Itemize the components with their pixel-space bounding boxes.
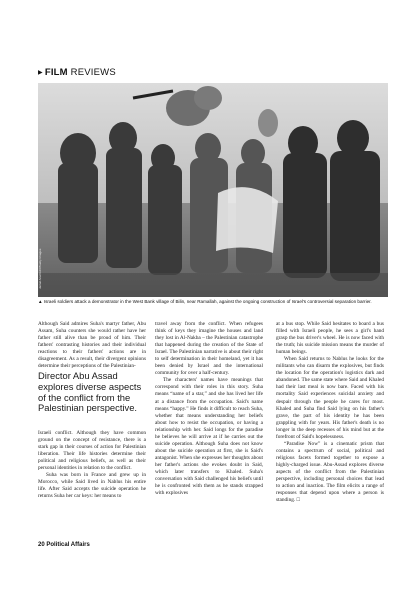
article-photo: [38, 83, 388, 297]
paragraph: Israeli conflict. Although they have common ground on the concept of resistance, there is a stark gap in their courses of action for Palestinian liberation. Their life histories determine their political and religious beliefs, as well as their personal identities in relation to the conflict.: [38, 430, 146, 472]
pull-quote: Director Abu Assad explores diverse aspects of the conflict from the Palestinian perspective.: [38, 370, 142, 414]
paragraph: “Paradise Now” is a cinematic prism that contains a spectrum of social, political and religious facets formed together to expose a highly-charged issue. Abu-Assad explores diverse aspects of the conflict from the Palestinian perspective, including personal choices that lead to action and inaction. The film elicits a range of responses that depend upon where a person is standing. □: [276, 440, 384, 504]
photo-caption: ▲ Israeli soldiers attack a demonstrator in the West Bank village of Bilin, near Ramallah, against the ongoing construction of Israel's controversial separation barrier.: [38, 299, 372, 304]
photo-credit: Jamal Aruri/AFP/Getty Images: [38, 248, 42, 289]
paragraph: travel away from the conflict. When refugees think of keys they imagine the houses and land they lost in Al-Nakba – the Palestinian catastrophe that happened during the creation of the State of Israel. The Palestinian narrative is about their right to self determination in their homeland, yet it has been denied by Israel and the international community for over a half-century.: [155, 321, 263, 377]
column-2: [155, 321, 263, 497]
column-3: [276, 321, 384, 504]
paragraph: Although Said admires Suha's martyr father, Abu Assam, Suha counters she would rather have her father still alive than be proud of him. Their fathers' contrasting histories and their individual reactions to their fathers' actions are in disagreement. As a result, their divergent opinions determine their perceptions of the Palestinian-: [38, 321, 146, 370]
paragraph: The characters' names have meanings that correspond with their roles in this story. Suha means “name of a star,” and she has lived her life at a distance from the occupation. Said's name means “happy.” He finds it difficult to reach Suha, whether that means understanding her beliefs about how to resist the occupation, or having a relationship with her. Said longs for the paradise he believes he will arrive at if he carries out the suicide operation. Although Suha does not know about the suicide operation at first, she is Said's antagonist. When she expresses her thoughts about her father's actions she evokes doubt in Said, which later transfers to Khaled. Suha's conversation with Said challenged his beliefs until he is confronted with them as he stands strapped with explosives: [155, 377, 263, 497]
section-arrow-icon: ▶: [38, 70, 43, 76]
protest-photo-illustration: [38, 83, 388, 297]
section-prefix: FILM: [44, 67, 68, 78]
column-1-bottom: [38, 430, 146, 500]
paragraph: at a bus stop. While Said hesitates to board a bus filled with Israeli people, he sees a girl's hand grasp the bus driver's wheel. He is now faced with the truth; his suicide mission means the murder of human beings.: [276, 321, 384, 356]
section-title: REVIEWS: [70, 67, 116, 78]
page-footer: 20 Political Affairs: [38, 542, 90, 548]
paragraph: Suha was born in France and grew up in Morocco, while Said lived in Nablus his entire life. After Said accepts the suicide operation he returns Suha her car keys: her means to: [38, 472, 146, 500]
column-1-top: [38, 321, 146, 370]
paragraph: When Said returns to Nablus he looks for the militants who can disarm the explosives, but finds the location for the operation's logistics dark and abandoned. The same state where Said and Khaled had their last meal is now bare. Faced with his mortality Said experiences suicidal anxiety and despair through the people he cares for most. Khaled and Suha find Said lying on his father's grave, the part of his identity he has been grappling with for years. His father's death is no longer in the deep recesses of his mind but at the forefront of Said's hopelessness.: [276, 356, 384, 440]
section-header: [38, 67, 116, 78]
